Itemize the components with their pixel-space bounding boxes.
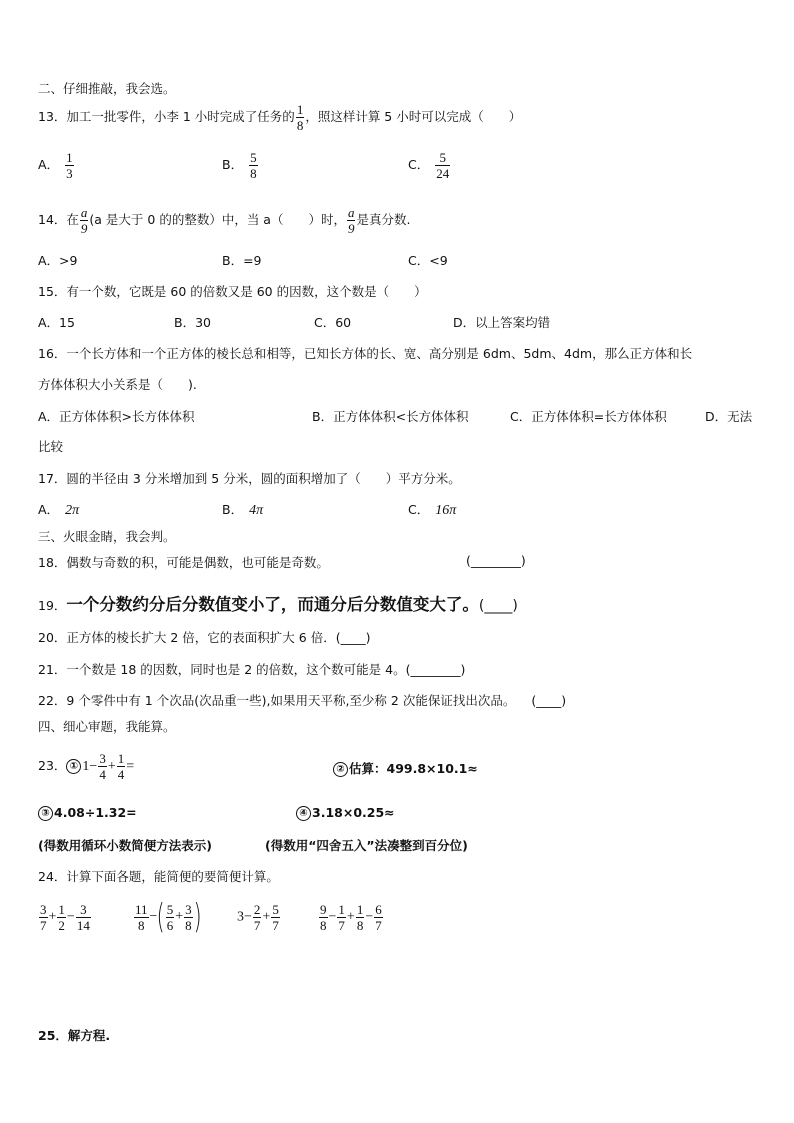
q18-answer-blank[interactable]: (________): [466, 553, 526, 568]
question-14: 14．在 $\frac{a}{9}$ (a 是大于 0 的的整数）中，当 a（ ）时， $\frac{a}{9}$ 是真分数.: [38, 205, 411, 236]
question-23-note-2: (得数用“四舍五入”法凑整到百分位): [265, 838, 468, 853]
question-13: [38, 102, 521, 133]
q14-option-b: B．=9: [222, 253, 262, 268]
question-19: 19．一个分数约分后分数值变小了，而通分后分数值变大了。(____): [38, 595, 518, 614]
question-18: 18．偶数与奇数的积，可能是偶数，也可能是奇数。: [38, 555, 329, 570]
q16-option-b: B．正方体体积<长方体体积: [312, 409, 469, 424]
question-13-text-pre: 13．加工一批零件，小李 1 小时完成了任务的: [38, 109, 295, 124]
q16-option-a: A．正方体体积>长方体体积: [38, 409, 195, 424]
q16-option-c: C．正方体体积=长方体体积: [510, 409, 667, 424]
q16-option-d-continued: 比较: [38, 439, 64, 454]
section-heading-2: 二、仔细推敲，我会选。: [38, 81, 176, 96]
q22-answer-blank[interactable]: (____): [531, 693, 567, 708]
q16-option-d: D．无法: [705, 409, 753, 424]
question-21: 21．一个数是 18 的因数，同时也是 2 的倍数，这个数可能是 4。(________): [38, 662, 466, 677]
question-23-expr-3: ③ 4.08÷1.32=: [38, 805, 137, 821]
q15-option-d: D．以上答案均错: [453, 315, 551, 330]
q17-option-b: B． 4π: [222, 502, 264, 518]
question-20: 20．正方体的棱长扩大 2 倍，它的表面积扩大 6 倍．(____): [38, 630, 371, 645]
question-23-expr-2: ② 估算：499.8×10.1≈: [333, 759, 478, 777]
section-heading-3: 三、火眼金睛，我会判。: [38, 529, 176, 544]
q13-option-b: B． $\frac{5}{8}$: [222, 150, 257, 181]
q20-answer-blank[interactable]: (____): [335, 630, 371, 645]
q14-fraction-2: $\frac{a}{9}$: [347, 205, 355, 236]
question-13-text-post: ，照这样计算 5 小时可以完成（ ）: [305, 109, 522, 124]
q13-option-c: C． $\frac{5}{24}$: [408, 150, 450, 181]
q13-fraction: $\frac{1}{8}$: [296, 102, 304, 133]
q24-expression-4: $\frac{9}{8}$ − $\frac{1}{7}$ + $\frac{1}{8}$ − $\frac{6}{7}$: [320, 902, 382, 933]
question-15: 15．有一个数，它既是 60 的倍数又是 60 的因数，这个数是（ ）: [38, 284, 427, 299]
question-23-note-1: (得数用循环小数简便方法表示): [38, 838, 212, 853]
section-heading-4: 四、细心审题，我能算。: [38, 719, 176, 734]
q21-answer-blank[interactable]: (________): [405, 662, 466, 677]
q17-option-c: C． 16π: [408, 502, 457, 518]
q24-expression-3: 3− $\frac{2}{7}$ + $\frac{5}{7}$: [237, 902, 279, 933]
q24-expression-2: $\frac{11}{8}$ −( $\frac{5}{6}$ + $\frac{3}{8}$ ): [135, 897, 202, 937]
q24-expression-1: $\frac{3}{7}$ + $\frac{1}{2}$ − $\frac{3}{14}$: [40, 902, 90, 933]
q15-option-a: A．15: [38, 315, 75, 330]
question-25: 25．解方程.: [38, 1028, 111, 1043]
q17-option-a: A． 2π: [38, 502, 80, 518]
q13-option-a: A． $\frac{1}{3}$: [38, 150, 73, 181]
q15-option-c: C．60: [314, 315, 352, 330]
question-22: 22．9 个零件中有 1 个次品(次品重一些),如果用天平称,至少称 2 次能保证找出次品。 (____): [38, 693, 567, 708]
q14-option-c: C．<9: [408, 253, 448, 268]
question-16-line-2: 方体体积大小关系是（ ).: [38, 377, 197, 392]
q15-option-b: B．30: [174, 315, 211, 330]
q19-answer-blank[interactable]: (____): [478, 598, 518, 614]
question-16-line-1: 16．一个长方体和一个正方体的棱长总和相等，已知长方体的长、宽、高分别是 6dm、5dm、4dm，那么正方体和长: [38, 346, 693, 361]
q14-fraction: $\frac{a}{9}$: [80, 205, 88, 236]
question-24: 24．计算下面各题，能简便的要简便计算。: [38, 869, 279, 884]
question-23-expr-1: 23． ① 1− $\frac{3}{4}$ + $\frac{1}{4}$ =: [38, 751, 135, 782]
question-23-expr-4: ④ 3.18×0.25≈: [296, 805, 395, 821]
question-17: 17．圆的半径由 3 分米增加到 5 分米，圆的面积增加了（ ）平方分米。: [38, 471, 461, 486]
q14-option-a: A．>9: [38, 253, 78, 268]
